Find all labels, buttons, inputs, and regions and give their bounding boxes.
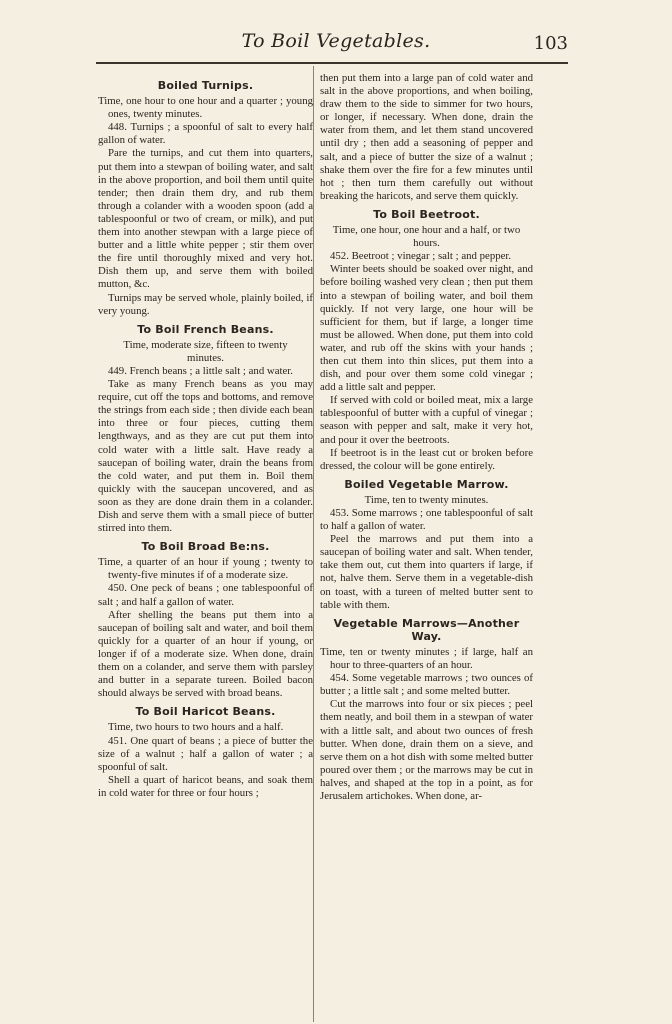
cooking-time: Time, two hours to two hours and a half. xyxy=(108,721,284,734)
recipe-method: Winter beets should be soaked over night, and before boiling washed very clean ; then put them into a stewpan of boiling water, and boil them quickly. If not very large, one hour will be sufficient for them, but if large, a longer time must be allowed. When done, put them into cold water, and rub off the skins with your hands ; then cut them into thin slices, put them into a dish, and pour over them some cold vinegar ; add a little salt and pepper. xyxy=(320,263,533,394)
cooking-time: Time, a quarter of an hour if young ; twenty to twenty-five minutes if of a moderate size. xyxy=(98,556,313,582)
left-column xyxy=(98,69,313,800)
recipe-method-continued: then put them into a large pan of cold water and salt in the above proportions, and when boiling, draw them to the side to simmer for two hours, or longer, if necessary. When done, drain the water from them, and let them stand uncovered until dry ; then add a seasoning of pepper and salt, and a piece of butter the size of a walnut ; shake them over the fire for a few minutes until hot ; then turn them carefully out without breaking the haricots, and serve them quickly. xyxy=(320,72,533,202)
recipe-method: Shell a quart of haricot beans, and soak them in cold water for three or four hours ; xyxy=(98,773,313,799)
recipe-note: If beetroot is in the least cut or broken before dressed, the colour will be gone entirely. xyxy=(320,446,533,472)
section-heading: To Boil Haricot Beans. xyxy=(135,705,276,719)
recipe-note: Turnips may be served whole, plainly boiled, if very young. xyxy=(98,291,313,317)
recipe-method: Cut the marrows into four or six pieces ; peel them neatly, and boil them in a stewpan of water with a little salt, and about two ounces of fresh butter. When done, drain them on a sieve, and serve them on a hot dish with some melted butter poured over them ; or the marrows may be cut in halves, and shaped at the top in a point, as for Jerusalem artichokes. When done, ar- xyxy=(320,698,533,802)
cooking-time: Time, moderate size, fifteen to twenty minutes. xyxy=(123,338,288,364)
recipe-method: Pare the turnips, and cut them into quarters, put them into a stewpan of boiling water, and salt in the above proportion, and boil them until quite tender; then drain them dry, and rub them through a colander with a wooden spoon (add a tablespoonful or two of cream, or milk), and put them into another stewpan with a large piece of butter and a little white pepper ; stir them over the fire until thoroughly mixed and very hot. Dish them up, and serve them with boiled mutton, &c. xyxy=(98,147,313,291)
recipe-method: Peel the marrows and put them into a saucepan of boiling water and salt. When tender, take them out, cut them into quarters if large, if not, halve them. Serve them in a vegetable-dish on toast, with a tureen of melted butter sent to table with them. xyxy=(320,533,533,611)
cooking-time: Time, one hour, one hour and a half, or two hours. xyxy=(332,224,521,250)
section-heading: Boiled Turnips. xyxy=(157,79,254,92)
section-heading: To Boil Beetroot. xyxy=(373,207,480,221)
cooking-time: Time, ten to twenty minutes. xyxy=(364,493,489,506)
section-heading: Vegetable Marrows—Another Way. xyxy=(333,616,520,643)
recipe-ingredients: 453. Some marrows ; one tablespoonful of salt to half a gallon of water. xyxy=(320,507,533,533)
header-rule xyxy=(96,62,568,64)
recipe-ingredients: 450. One peck of beans ; one tablespoonful of salt ; and half a gallon of water. xyxy=(98,582,313,608)
right-column xyxy=(320,72,533,803)
recipe-ingredients: 452. Beetroot ; vinegar ; salt ; and pepper. xyxy=(330,250,512,263)
page-number: 103 xyxy=(533,33,568,54)
recipe-ingredients: 454. Some vegetable marrows ; two ounces of butter ; a little salt ; and some melted butter. xyxy=(320,672,533,698)
recipe-ingredients: 449. French beans ; a little salt ; and water. xyxy=(108,364,293,377)
section-heading: Boiled Vegetable Marrow. xyxy=(344,477,509,491)
recipe-method: Take as many French beans as you may require, cut off the tops and bottoms, and remove the strings from each side ; then divide each bean into three or four pieces, cutting them lengthways, and as they are cut put them into cold water with a little salt. Have ready a saucepan of boiling water, drain the beans from the cold water, and put them in. Boil them quickly with the saucepan uncovered, and as soon as they are done drain them in a colander. Dish and serve them with a small piece of butter stirred into them. xyxy=(98,378,313,535)
column-divider xyxy=(313,66,314,1022)
cooking-time: Time, one hour to one hour and a quarter ; young ones, twenty minutes. xyxy=(98,95,313,121)
recipe-note: If served with cold or boiled meat, mix a large tablespoonful of butter with a cupful of vinegar ; season with pepper and salt, make it very hot, and pour it over the beetroots. xyxy=(320,394,533,446)
recipe-ingredients: 448. Turnips ; a spoonful of salt to every half gallon of water. xyxy=(98,121,313,147)
cooking-time: Time, ten or twenty minutes ; if large, half an hour to three-quarters of an hour. xyxy=(320,645,533,672)
running-title: To Boil Vegetables. xyxy=(241,30,431,52)
recipe-ingredients: 451. One quart of beans ; a piece of butter the size of a walnut ; half a gallon of water ; a spoonful of salt. xyxy=(98,734,313,773)
running-header xyxy=(96,30,576,60)
section-heading: To Boil French Beans. xyxy=(137,322,274,336)
recipe-method: After shelling the beans put them into a saucepan of boiling salt and water, and boil them quickly for a quarter of an hour if young, or longer if of a moderate size. When done, drain them on a colander, and serve them with parsley and butter in a separate tureen. Boiled bacon should always be served with broad beans. xyxy=(98,608,313,700)
section-heading: To Boil Broad Be:ns. xyxy=(141,540,270,554)
